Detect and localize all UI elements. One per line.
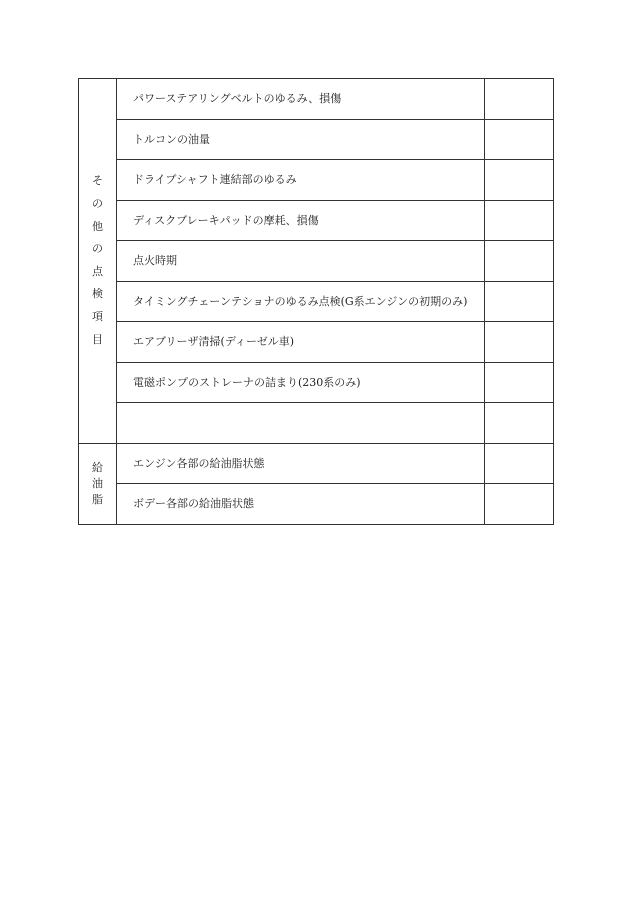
table-row xyxy=(79,241,554,282)
category-label-lubrication: 給 油 脂 xyxy=(92,460,103,506)
check-cell[interactable] xyxy=(485,160,554,201)
item-text: エンジン各部の給油脂状態 xyxy=(117,443,485,484)
item-text: ディスクブレーキパッドの摩耗、損傷 xyxy=(117,200,485,241)
item-text: タイミングチェーンテショナのゆるみ点検(G系エンジンの初期のみ) xyxy=(117,281,485,322)
item-text xyxy=(117,403,485,444)
table-row xyxy=(79,79,554,120)
category-label-other-inspection: そ の 他 の 点 検 項 目 xyxy=(92,174,103,346)
item-text: パワーステアリングベルトのゆるみ、損傷 xyxy=(117,79,485,120)
table-row xyxy=(79,443,554,484)
check-cell[interactable] xyxy=(485,200,554,241)
inspection-table xyxy=(78,78,554,525)
category-cell-other-inspection xyxy=(79,79,117,444)
check-cell[interactable] xyxy=(485,281,554,322)
check-cell[interactable] xyxy=(485,362,554,403)
item-text: ドライブシャフト連結部のゆるみ xyxy=(117,160,485,201)
check-cell[interactable] xyxy=(485,241,554,282)
check-cell[interactable] xyxy=(485,79,554,120)
item-text: トルコンの油量 xyxy=(117,119,485,160)
table-row-empty xyxy=(79,403,554,444)
item-text: 電磁ポンプのストレーナの詰まり(230系のみ) xyxy=(117,362,485,403)
table-row xyxy=(79,322,554,363)
item-text: ボデー各部の給油脂状態 xyxy=(117,484,485,525)
check-cell[interactable] xyxy=(485,443,554,484)
table-row xyxy=(79,119,554,160)
item-text: エアブリーザ清掃(ディーゼル車) xyxy=(117,322,485,363)
check-cell[interactable] xyxy=(485,119,554,160)
category-cell-lubrication xyxy=(79,443,117,524)
table-row xyxy=(79,281,554,322)
check-cell[interactable] xyxy=(485,403,554,444)
table-row xyxy=(79,200,554,241)
table-row xyxy=(79,160,554,201)
item-text: 点火時期 xyxy=(117,241,485,282)
check-cell[interactable] xyxy=(485,484,554,525)
check-cell[interactable] xyxy=(485,322,554,363)
table-row xyxy=(79,484,554,525)
table-row xyxy=(79,362,554,403)
